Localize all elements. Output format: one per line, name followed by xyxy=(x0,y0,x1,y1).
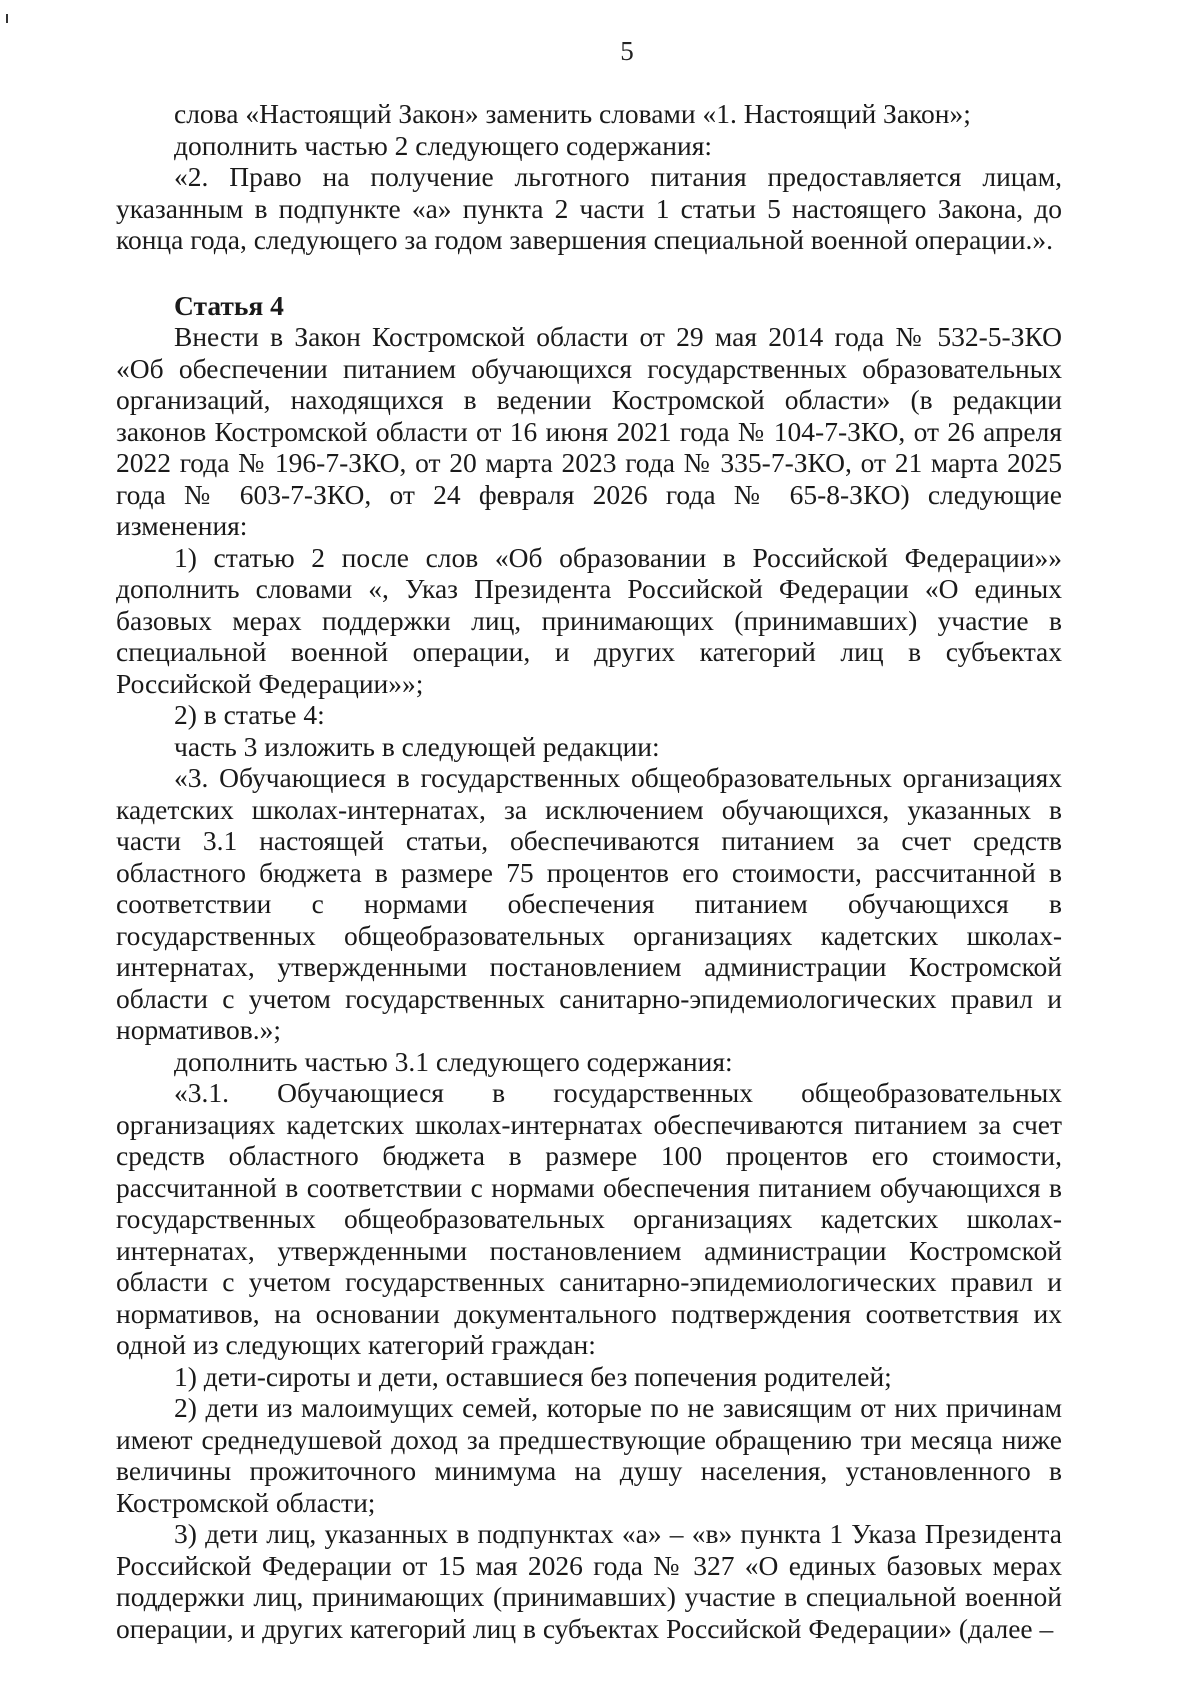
page-number: 5 xyxy=(620,36,634,66)
paragraph: дополнить частью 3.1 следующего содержания: xyxy=(174,1045,733,1077)
article-heading: Статья 4 xyxy=(174,289,284,321)
scan-artifact-mark xyxy=(6,14,8,23)
paragraph: часть 3 изложить в следующей редакции: xyxy=(174,730,660,762)
paragraph: 1) статью 2 после слов «Об образовании в Российской Федерации»» дополнить словами «, Указ Президента Российской Федерации «О единых базовых мерах поддержки лиц, принимающих (принимавших) участие в специальной военной операции, и других категорий лиц в субъектах Российской Федерации»»; xyxy=(116,541,1062,699)
paragraph: «3.1. Обучающиеся в государственных общеобразовательных организациях кадетских школах-интернатах обеспечиваются питанием за счет средств областного бюджета в размере 100 процентов его стоимости, рассчитанной в соответствии с нормами обеспечения питанием обучающихся в государственных общеобразовательных организациях кадетских школах-интернатах, утвержденными постановлением администрации Костромской области с учетом государственных санитарно-эпидемиологических правил и нормативов, на основании документального подтверждения соответствия их одной из следующих категорий граждан: xyxy=(116,1077,1062,1360)
paragraph: Внести в Закон Костромской области от 29 мая 2014 года № 532-5-ЗКО «Об обеспечении питанием обучающихся государственных образовательных организаций, находящихся в ведении Костромской области» (в редакции законов Костромской области от 16 июня 2021 года № 104-7-ЗКО, от 26 апреля 2022 года № 196-7-ЗКО, от 20 марта 2023 года № 335-7-ЗКО, от 21 марта 2025 года № 603-7-ЗКО, от 24 февраля 2026 года № 65-8-ЗКО) следующие изменения: xyxy=(116,321,1062,541)
paragraph: 2) дети из малоимущих семей, которые по не зависящим от них причинам имеют среднедушевой доход за предшествующие обращению три месяца ниже величины прожиточного минимума на душу населения, установленного в Костромской области; xyxy=(116,1392,1062,1518)
document-body xyxy=(116,98,1062,1644)
paragraph: «3. Обучающиеся в государственных общеобразовательных организациях кадетских школах-интернатах, за исключением обучающихся, указанных в части 3.1 настоящей статьи, обеспечиваются питанием за счет средств областного бюджета в размере 75 процентов его стоимости, рассчитанной в соответствии с нормами обеспечения питанием обучающихся в государственных общеобразовательных организациях кадетских школах-интернатах, утвержденными постановлением администрации Костромской области с учетом государственных санитарно-эпидемиологических правил и нормативов.»; xyxy=(116,762,1062,1045)
paragraph: слова «Настоящий Закон» заменить словами «1. Настоящий Закон»; xyxy=(174,98,971,129)
paragraph: 2) в статье 4: xyxy=(174,699,325,730)
paragraph: дополнить частью 2 следующего содержания: xyxy=(174,129,712,161)
paragraph: «2. Право на получение льготного питания предоставляется лицам, указанным в подпункте «а» пункта 2 части 1 статьи 5 настоящего Закона, до конца года, следующего за годом завершения специальной военной операции.». xyxy=(116,161,1062,255)
paragraph: 1) дети-сироты и дети, оставшиеся без попечения родителей; xyxy=(174,1360,892,1392)
paragraph: 3) дети лиц, указанных в подпунктах «а» – «в» пункта 1 Указа Президента Российской Федерации от 15 мая 2026 года № 327 «О единых базовых мерах поддержки лиц, принимающих (принимавших) участие в специальной военной операции, и других категорий лиц в субъектах Российской Федерации» (далее – xyxy=(116,1518,1062,1644)
